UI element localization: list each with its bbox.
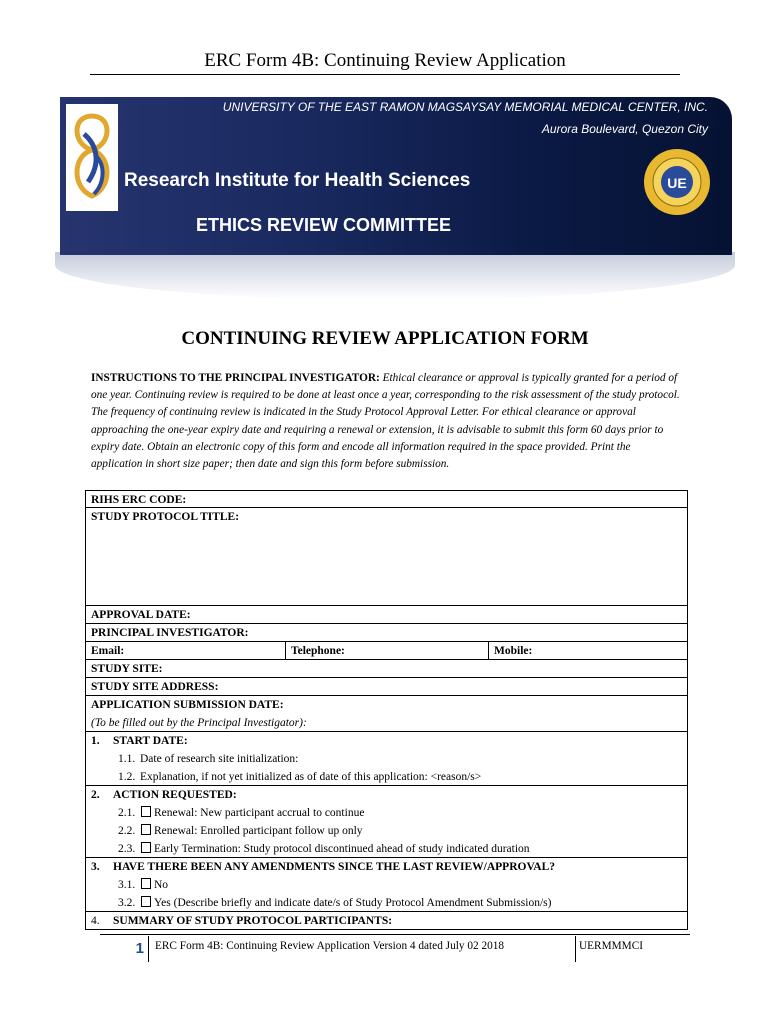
- item-number: 1.1.: [118, 753, 136, 765]
- university-name: UNIVERSITY OF THE EAST RAMON MAGSAYSAY MEMORIAL MEDICAL CENTER, INC.: [222, 100, 708, 114]
- item-number: 3.2.: [118, 897, 136, 909]
- section-participants: [86, 912, 687, 930]
- committee-name: ETHICS REVIEW COMMITTEE: [196, 215, 452, 235]
- pi-label: PRINCIPAL INVESTIGATOR:: [91, 627, 249, 639]
- protocol-title-field[interactable]: [86, 508, 687, 606]
- checkbox-icon[interactable]: [141, 806, 151, 817]
- footer-separator: [148, 936, 149, 962]
- item-number: 2.1.: [118, 807, 136, 819]
- svg-text:UE: UE: [667, 175, 687, 191]
- item-text: Date of research site initialization:: [140, 753, 299, 765]
- checkbox-icon[interactable]: [141, 824, 151, 835]
- item-number: 2.2.: [118, 825, 136, 837]
- site-address-field[interactable]: [86, 678, 687, 696]
- form-title: CONTINUING REVIEW APPLICATION FORM: [181, 328, 589, 349]
- list-item[interactable]: [91, 768, 687, 786]
- code-label: RIHS ERC CODE:: [91, 494, 187, 506]
- mobile-label: Mobile:: [494, 645, 533, 657]
- section-number: 4.: [91, 915, 100, 927]
- instructions: [91, 370, 683, 473]
- item-text: Renewal: New participant accrual to continue: [154, 807, 365, 819]
- checkbox-option[interactable]: [91, 804, 687, 822]
- footer-divider: [100, 934, 690, 935]
- checkbox-icon[interactable]: [141, 896, 151, 907]
- protocol-title-label: STUDY PROTOCOL TITLE:: [91, 511, 240, 523]
- checkbox-option[interactable]: [91, 876, 687, 894]
- email-label: Email:: [91, 645, 125, 657]
- item-text: Yes (Describe briefly and indicate date/s of Study Protocol Amendment Submission/s): [154, 897, 552, 909]
- instructions-text: Ethical clearance or approval is typically granted for a period of one year. Continuing review is required to be done at least once a year, corresponding to the risk assessment of the study protocol. The frequency of continuing review is indicated in the Study Protocol Approval Letter. For ethical clearance or approval approaching the one-year expiry date and requiring a renewal or extension, it is advisable to submit this form 60 days prior to expiry date. Obtain an electronic copy of this form and encode all information required in the space provided. Print the application in short size paper; then date and sign this form before submission.: [91, 372, 680, 471]
- telephone-field[interactable]: [286, 642, 489, 659]
- section-action-requested: [86, 786, 687, 858]
- approval-date-field[interactable]: [86, 606, 687, 624]
- item-number: 1.2.: [118, 771, 136, 783]
- section-amendments: [86, 858, 687, 912]
- pi-field[interactable]: [86, 624, 687, 642]
- university-address: Aurora Boulevard, Quezon City: [541, 122, 708, 136]
- document-title: ERC Form 4B: Continuing Review Application: [204, 50, 566, 71]
- telephone-label: Telephone:: [291, 645, 345, 657]
- checkbox-option[interactable]: [91, 840, 687, 858]
- code-field[interactable]: [86, 490, 687, 508]
- section-title: START DATE:: [113, 735, 188, 747]
- site-address-label: STUDY SITE ADDRESS:: [91, 681, 219, 693]
- section-number: 2.: [91, 789, 100, 801]
- letterhead-banner: [60, 97, 732, 255]
- fill-note: (To be filled out by the Principal Investigator):: [91, 717, 307, 729]
- form-table: [85, 490, 688, 930]
- email-field[interactable]: [86, 642, 286, 659]
- item-text: No: [154, 879, 169, 891]
- section-start-date: [86, 732, 687, 786]
- list-item[interactable]: [91, 750, 687, 768]
- footer-code: UERMMMCI: [579, 940, 644, 952]
- section-title: SUMMARY OF STUDY PROTOCOL PARTICIPANTS:: [113, 915, 393, 927]
- section-number: 1.: [91, 735, 100, 747]
- submission-date-label: APPLICATION SUBMISSION DATE:: [91, 699, 284, 711]
- checkbox-icon[interactable]: [141, 878, 151, 889]
- instructions-label: INSTRUCTIONS TO THE PRINCIPAL INVESTIGATOR:: [91, 372, 380, 384]
- footer-text: ERC Form 4B: Continuing Review Application Version 4 dated July 02 2018: [155, 940, 505, 952]
- section-title: ACTION REQUESTED:: [113, 789, 237, 801]
- section-number: 3.: [91, 861, 100, 873]
- item-text: Explanation, if not yet initialized as of date of this application: <reason/s>: [140, 771, 482, 783]
- title-divider: [90, 74, 680, 75]
- item-number: 3.1.: [118, 879, 136, 891]
- checkbox-option[interactable]: [91, 822, 687, 840]
- item-text: Early Termination: Study protocol discontinued ahead of study indicated duration: [154, 843, 530, 855]
- approval-date-label: APPROVAL DATE:: [91, 609, 191, 621]
- uerm-seal-icon: [642, 147, 712, 217]
- rihs-logo: [66, 104, 118, 211]
- checkbox-option[interactable]: [91, 894, 687, 912]
- item-number: 2.3.: [118, 843, 136, 855]
- institute-name: Research Institute for Health Sciences: [124, 170, 471, 191]
- footer-separator: [575, 936, 576, 962]
- submission-date-field[interactable]: [86, 696, 687, 732]
- mobile-field[interactable]: [489, 642, 685, 659]
- site-label: STUDY SITE:: [91, 663, 163, 675]
- item-text: Renewal: Enrolled participant follow up only: [154, 825, 363, 837]
- section-title: HAVE THERE BEEN ANY AMENDMENTS SINCE THE LAST REVIEW/APPROVAL?: [113, 861, 556, 873]
- banner-reflection: [55, 252, 735, 300]
- checkbox-icon[interactable]: [141, 842, 151, 853]
- site-field[interactable]: [86, 660, 687, 678]
- page-number: 1: [135, 940, 144, 957]
- contact-row: [86, 642, 687, 660]
